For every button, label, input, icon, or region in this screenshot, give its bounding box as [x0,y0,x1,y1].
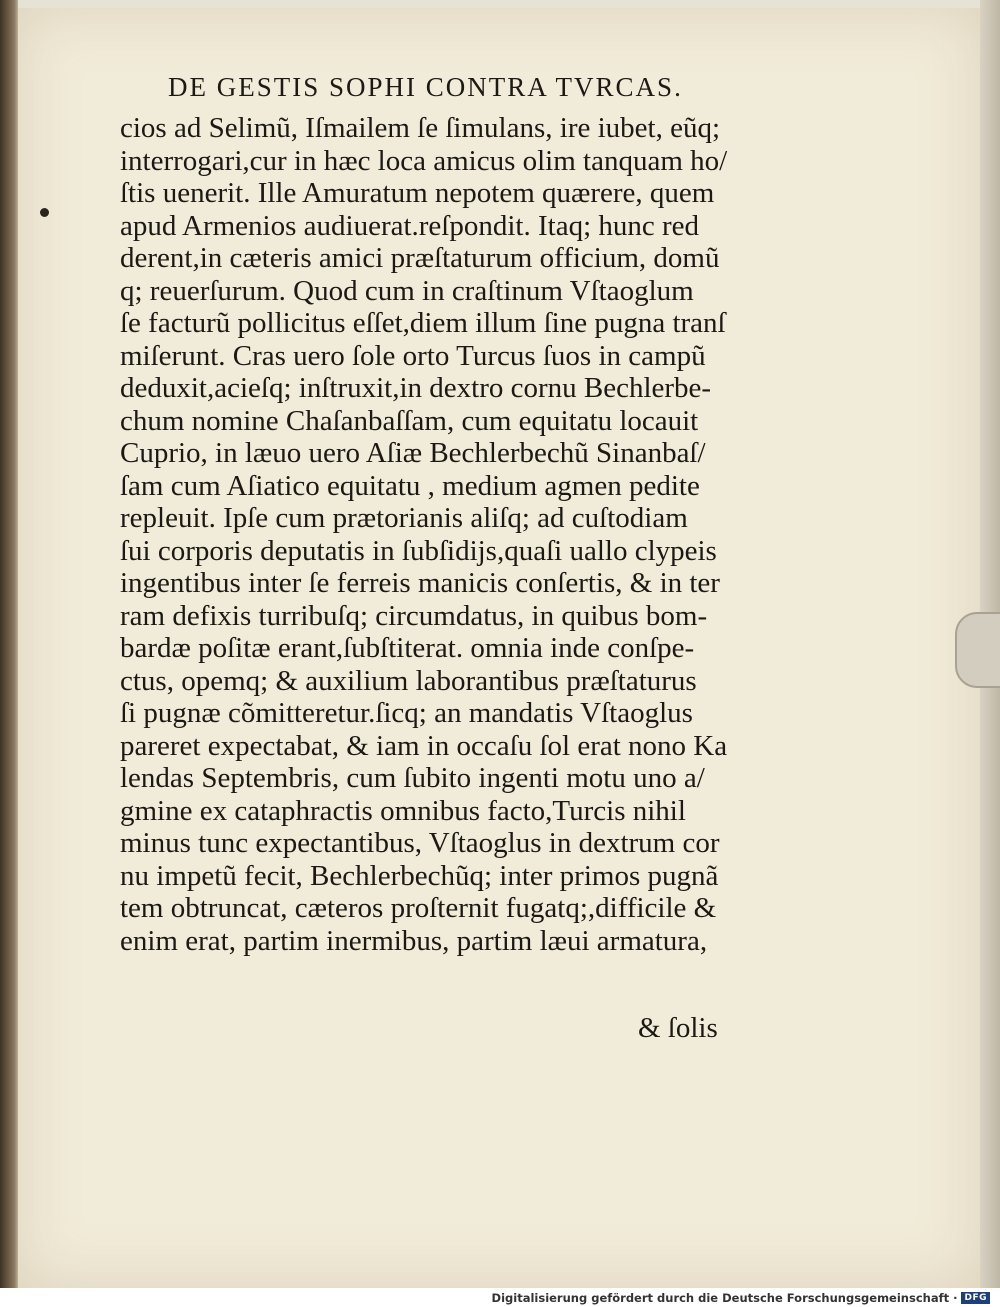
text-line: repleuit. Ipſe cum prætorianis aliſq; ad cuſtodiam [120,502,688,534]
text-line: chum nomine Chaſanbaſſam, cum equitatu locauit [120,404,699,437]
catchword: & ſolis [638,1012,718,1044]
text-line: cios ad Selimũ, Iſmailem ſe ſimulans, ire iubet, eũq; [120,112,721,144]
dfg-logo: DFG [961,1292,990,1304]
text-line: ingentibus inter ſe ferreis manicis conſertis, & in ter [120,567,720,599]
text-line: ſam cum Aſiatico equitatu , medium agmen pedite [120,469,700,502]
text-line: minus tunc expectantibus, Vſtaoglus in dextrum cor [120,827,720,859]
text-line: ſui corporis deputatis in ſubſidijs,quaſi uallo clypeis [120,534,717,567]
bookmark-clip [955,612,1000,688]
running-head: DE GESTIS SOPHI CONTRA TVRCAS. [168,72,683,102]
ink-spot [40,208,49,217]
text-line: Cuprio, in læuo uero Aſiæ Bechlerbechũ Sinanbaſ/ [120,437,706,469]
text-line: ſtis uenerit. Ille Amuratum nepotem quærere, quem [120,177,715,209]
digitization-footer [0,1288,1000,1307]
text-line: nu impetũ fecit, Bechlerbechũq; inter primos pugnã [120,859,719,892]
text-line: interrogari,cur in hæc loca amicus olim tanquam ho/ [120,144,728,177]
text-block [120,112,760,957]
text-line: pareret expectabat, & iam in occaſu ſol erat nono Ka [120,729,728,762]
text-line: gmine ex cataphractis omnibus facto,Turcis nihil [120,794,686,827]
text-line: ctus, opemq; & auxilium laborantibus præſtaturus [120,664,697,697]
book-spine-edge [0,0,18,1290]
text-line: ſe facturũ pollicitus eſſet,diem illum ſine pugna tranſ [120,307,726,339]
text-line: ſi pugnæ cõmitteretur.ſicq; an mandatis Vſtaoglus [120,697,693,729]
text-line: enim erat, partim inermibus, partim læui armatura, [120,924,708,957]
text-line: tem obtruncat, cæteros proſternit fugatq;,difficile & [120,892,717,924]
text-line: lendas Septembris, cum ſubito ingenti motu uno a/ [120,762,705,794]
text-line: miſerunt. Cras uero ſole orto Turcus ſuos in campũ [120,339,706,372]
text-line: derent,in cæteris amici præſtaturum officium, domũ [120,242,720,274]
footer-credit: Digitalisierung gefördert durch die Deutsche Forschungsgemeinschaft · [491,1290,958,1305]
text-line: bardæ poſitæ erant,ſubſtiterat. omnia inde conſpe- [120,632,695,664]
text-line: q; reuerſurum. Quod cum in craſtinum Vſtaoglum [120,274,694,307]
text-line: ram defixis turribuſq; circumdatus, in quibus bom- [120,599,708,632]
text-line: deduxit,acieſq; inſtruxit,in dextro cornu Bechlerbe- [120,372,712,404]
text-line: apud Armenios audiuerat.reſpondit. Itaq; hunc red [120,209,700,242]
